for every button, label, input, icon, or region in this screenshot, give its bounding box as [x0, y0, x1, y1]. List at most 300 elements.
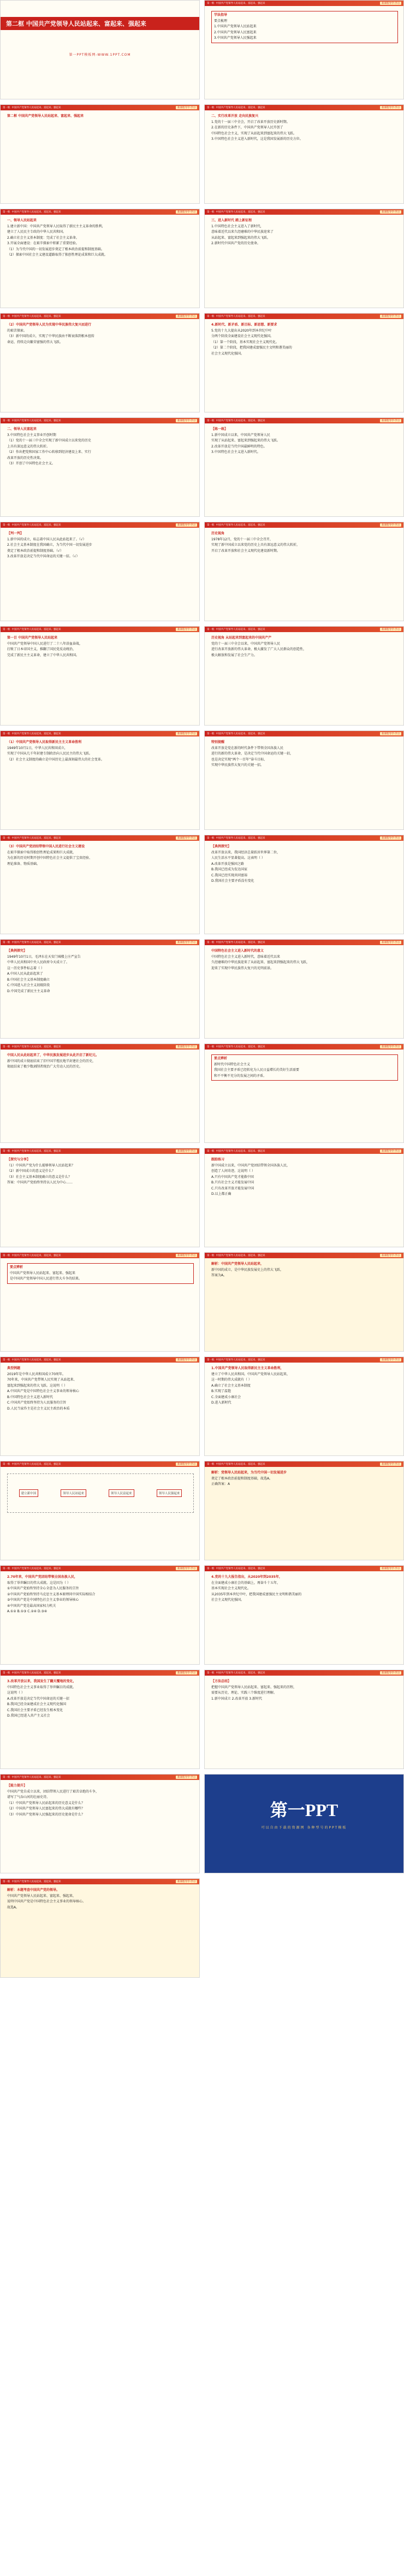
text-line: C.中国共产党始终坚持为人民服务的宗旨 — [7, 1401, 67, 1405]
topbar-tab[interactable]: 中国共产党领导人民站起来、富起来、强起来 — [216, 1046, 265, 1048]
text-line: 我国社会主要矛盾已经转化为人民日益增长的美好生活需要 — [214, 1068, 300, 1072]
cover-chapter-title: 第二框 中国共产党领导人民站起来、富起来、强起来 — [1, 17, 199, 30]
text-line: A.只有中国共产党才能救中国 — [211, 1175, 254, 1179]
slide-body — [205, 1571, 403, 1606]
slide-topbar — [205, 731, 403, 736]
slide-body — [1, 319, 199, 347]
topbar-action-button[interactable]: 新课程导学·学习 — [176, 210, 197, 214]
text-line: （3）新中国的成立，实现了中华民族由不断衰落到根本扭转 — [7, 334, 94, 338]
topbar-action-button[interactable]: 新课程导学·学习 — [176, 1567, 197, 1570]
text-line: 二、领导人民富起来 — [7, 427, 37, 431]
topbar-subject: 第一框 — [207, 1672, 215, 1675]
slide-topbar — [205, 1566, 403, 1571]
topbar-action-button[interactable]: 新课程导学·学习 — [176, 419, 197, 422]
text-line: 从2035年到本世纪中叶，把我国建成富强民主文明和谐美丽的 — [211, 1592, 302, 1596]
text-line: 命运、持续走向繁荣富强的伟大飞跃。 — [7, 340, 63, 344]
slide-body — [1, 1363, 199, 1414]
knowledge-box — [7, 1263, 194, 1284]
text-line: 【探究与分享】 — [7, 1158, 31, 1162]
text-line: （2）新中国成立的意义是什么？ — [7, 1169, 55, 1173]
topbar-action-button[interactable]: 新课程导学·学习 — [380, 315, 401, 318]
text-line: 3.改革开放是决定当代中国命运的关键一招。（√） — [7, 555, 80, 558]
slide-left-7 — [0, 730, 200, 830]
text-line: 要点梳理 — [214, 19, 228, 23]
topbar-tab[interactable]: 中国共产党领导人民站起来、富起来、强起来 — [11, 1150, 61, 1153]
text-line: 意味着近代以来久经磨难的中华民族迎来了 — [211, 230, 274, 234]
text-line: A.中国人民从此站起来了 — [7, 972, 43, 976]
text-line: A.改革开放是强国之路 — [211, 862, 244, 866]
topbar-action-button[interactable]: 新课程导学·学习 — [380, 2, 401, 5]
text-line: 4.新时代、新矛盾、新目标、新思想、新要求 — [211, 323, 277, 327]
slide-left-3 — [0, 313, 200, 412]
slide-left-14 — [0, 1461, 200, 1560]
text-line: C.全面建成小康社会 — [211, 1395, 241, 1399]
text-line: 解析：本题考查中国共产党的领导。 — [7, 1888, 60, 1892]
topbar-action-button[interactable]: 新课程导学·学习 — [380, 1045, 401, 1048]
text-line: （3）开创了中国特色社会主义。 — [7, 462, 55, 465]
text-line: 中华人民共和国中央人民政府今天成立了。 — [7, 960, 70, 964]
topbar-action-button[interactable]: 新课程导学·学习 — [380, 1567, 401, 1570]
text-line: 2019年是中华人民共和国成立70周年。 — [7, 1372, 66, 1376]
topbar-tab[interactable]: 中国共产党领导人民站起来、富起来、强起来 — [11, 837, 61, 840]
text-line: （2）探索中国社会主义建设道路取得了独创性理论成果和巨大成就。 — [7, 253, 108, 257]
text-line: 跟踪练习 — [211, 1158, 225, 1162]
text-line: C.中国进入社会主义初级阶段 — [7, 983, 50, 987]
text-line: D.我国社会主要矛盾没有变化 — [211, 879, 254, 883]
slide-body — [1, 632, 199, 661]
slide-left-2 — [0, 209, 200, 308]
topbar-action-button[interactable]: 新课程导学·学习 — [380, 523, 401, 527]
slide-topbar — [205, 105, 403, 110]
slide-left-17 — [0, 1774, 200, 1873]
slide-right-9 — [204, 835, 404, 934]
text-line: （1）中国共产党领导人民站起来的历史意义是什么？ — [7, 1801, 85, 1805]
text-line: 新中国的成立彻底结束了旧中国半殖民地半封建社会的历史， — [7, 1059, 96, 1063]
slide-right-14 — [204, 1357, 404, 1456]
text-line: 1.新中国成立以来，中国共产党领导人民 — [211, 433, 270, 437]
topbar-tab[interactable]: 中国共产党领导人民站起来、富起来、强起来 — [216, 1359, 265, 1361]
topbar-subject: 第一框 — [3, 1567, 10, 1570]
text-line: 社会主义现代化强国。 — [211, 1598, 245, 1602]
text-line: 故选A。 — [7, 1905, 20, 1909]
slide-right-16 — [204, 1565, 404, 1665]
topbar-action-button[interactable]: 新课程导学·学习 — [380, 106, 401, 109]
text-line: 久经磨难的中华民族迎来了从站起来、富起来到强起来的伟大飞跃， — [211, 960, 310, 964]
slide-left-18 — [0, 1878, 200, 1978]
slide-body — [205, 1467, 403, 1490]
text-line: D.人民当家作主是社会主义民主政治的本质 — [7, 1406, 70, 1411]
text-line: 【典例探究】 — [211, 845, 231, 848]
topbar-tab[interactable]: 中国共产党领导人民站起来、富起来、强起来 — [11, 1359, 61, 1361]
topbar-action-button[interactable]: 新课程导学·学习 — [176, 941, 197, 944]
text-line: 这一时期的伟大成就有（ ） — [211, 1378, 252, 1382]
slide-topbar — [1, 731, 199, 736]
topbar-tab[interactable]: 中国共产党领导人民站起来、富起来、强起来 — [11, 1254, 61, 1257]
topbar-tab[interactable]: 中国共产党领导人民站起来、富起来、强起来 — [216, 733, 265, 735]
text-line: 极大解放和发展了社会生产力。 — [211, 653, 258, 657]
slide-topbar — [1, 1148, 199, 1154]
topbar-action-button[interactable]: 新课程导学·学习 — [176, 1776, 197, 1779]
text-line: 3.中国特色社会主义事业开创时期 — [7, 433, 56, 437]
topbar-tab[interactable]: 中国共产党领导人民站起来、富起来、强起来 — [11, 733, 61, 735]
text-line: 取得了举世瞩目的伟大成就。这是因为（ ） — [7, 1581, 70, 1585]
slide-body — [205, 215, 403, 249]
topbar-tab[interactable]: 中国共产党领导人民站起来、富起来、强起来 — [216, 1567, 265, 1570]
text-line: 【能力提升】 — [7, 1784, 27, 1788]
slide-body — [1, 1780, 199, 1820]
text-line: 70年来，中国共产党带领人民实现了从站起来、 — [7, 1378, 77, 1382]
cover-site-url[interactable]: 第一PPT模板网-WWW.1PPT.COM — [69, 53, 131, 57]
slide-topbar — [205, 940, 403, 945]
topbar-action-button[interactable]: 新课程导学·学习 — [176, 106, 197, 109]
slide-topbar — [205, 1, 403, 6]
topbar-action-button[interactable]: 新课程导学·学习 — [380, 1358, 401, 1361]
topbar-action-button[interactable]: 新课程导学·学习 — [176, 1150, 197, 1153]
text-line: 的艰苦探索。 — [7, 328, 27, 333]
slide-topbar — [1, 835, 199, 841]
topbar-subject: 第一框 — [207, 524, 215, 527]
slide-right-5 — [204, 417, 404, 517]
text-line: 改革开放以来，我国经济总量跃居世界第二位， — [211, 850, 281, 854]
slide-topbar — [1, 522, 199, 528]
topbar-subject: 第一框 — [3, 211, 10, 214]
topbar-subject: 第一框 — [3, 315, 10, 318]
text-line: 要点辨析 — [10, 1265, 23, 1269]
text-line: 2.改革开放是当代中国最鲜明的特色。 — [211, 444, 267, 449]
topbar-subject: 第一框 — [3, 733, 10, 735]
slide-body — [205, 110, 403, 145]
topbar-action-button[interactable]: 新课程导学·学习 — [176, 1254, 197, 1257]
text-line: 说明中国共产党是中国特色社会主义事业的领导核心。 — [7, 1900, 86, 1903]
text-line: 2.社会主义基本制度在我国确立，为当代中国一切发展进步 — [7, 543, 92, 547]
topbar-action-button[interactable]: 新课程导学·学习 — [176, 315, 197, 318]
text-line: 【判一判】 — [7, 532, 24, 535]
slide-right-12 — [204, 1148, 404, 1247]
slide-topbar — [205, 1357, 403, 1363]
topbar-tab[interactable]: 中国共产党领导人民站起来、富起来、强起来 — [216, 628, 265, 631]
topbar-subject: 第一框 — [3, 1776, 10, 1779]
text-line: 实现了从站起来、富起来到强起来的伟大飞跃。 — [211, 439, 281, 443]
topbar-action-button[interactable]: 新课程导学·学习 — [380, 1463, 401, 1466]
text-line: 谱写了气吞山河的壮丽史诗。 — [7, 1795, 50, 1799]
slide-body — [205, 841, 403, 887]
slide-left-15 — [0, 1565, 200, 1665]
topbar-subject: 第一框 — [3, 1150, 10, 1153]
text-line: 答案：中国共产党始终坚持以人民为中心…… — [7, 1181, 73, 1184]
topbar-tab[interactable]: 中国共产党领导人民站起来、富起来、强起来 — [216, 941, 265, 944]
text-line: 分两个阶段全面建设社会主义现代化强国。 — [211, 334, 274, 338]
slide-body — [205, 736, 403, 771]
slide-topbar — [205, 1148, 403, 1154]
topbar-action-button[interactable]: 新课程导学·学习 — [380, 1671, 401, 1675]
text-line: 4.党的十九大报告指出，从2020年到2035年， — [211, 1575, 282, 1579]
text-line: 新时代中国特色社会主义 — [214, 1062, 251, 1066]
slide-right-3 — [204, 209, 404, 308]
text-line: 第一目 中国共产党领导人民站起来 — [7, 636, 58, 640]
topbar-tab[interactable]: 中国共产党领导人民站起来、富起来、强起来 — [216, 315, 265, 318]
slide-topbar — [1, 314, 199, 319]
text-line: 党的十一届三中全会以来，中国共产党领导人民 — [211, 641, 281, 646]
slide-body — [205, 1050, 403, 1084]
topbar-subject: 第一框 — [3, 628, 10, 631]
slide-topbar — [1, 1775, 199, 1780]
text-line: C.我国社会主要矛盾已经发生根本变化 — [7, 1708, 63, 1712]
topbar-action-button[interactable]: 新课程导学·学习 — [380, 732, 401, 735]
text-line: 迎来了实现中华民族伟大复兴的光明前景。 — [211, 966, 274, 970]
text-line: 特别提醒 — [211, 740, 225, 744]
slide-right-18 — [204, 1774, 404, 1873]
text-line: 3.中国特色社会主义进入新时代。 — [211, 450, 260, 454]
topbar-subject: 第一框 — [3, 420, 10, 422]
text-line: 2.新时代中国共产党的历史使命。 — [211, 241, 260, 245]
topbar-subject: 第一框 — [207, 315, 215, 318]
text-line: 奠定了根本政治前提和制度基础，故选A。 — [211, 1476, 273, 1481]
slide-right-7 — [204, 626, 404, 726]
text-line: A.确立了社会主义基本制度 — [211, 1383, 251, 1388]
left-column — [0, 0, 200, 1983]
topbar-action-button[interactable]: 新课程导学·学习 — [176, 1880, 197, 1883]
slide-left-11 — [0, 1148, 200, 1247]
slide-topbar — [205, 1670, 403, 1676]
topbar-action-button[interactable]: 新课程导学·学习 — [176, 732, 197, 735]
slide-topbar — [1, 1357, 199, 1363]
slide-body — [1, 110, 199, 122]
text-line: （2）社会主义制度的确立是中国历史上最深刻最伟大的社会变革。 — [7, 757, 104, 762]
slide-topbar — [1, 1044, 199, 1050]
text-line: （3）社会主义基本制度确立的意义是什么？ — [7, 1175, 72, 1179]
text-line: 进行改革开放新的伟大革命，极大激发了广大人民群众的创造性， — [211, 647, 307, 651]
text-line: 【方法总结】 — [211, 1679, 231, 1683]
slide-left-5 — [0, 522, 200, 621]
topbar-action-button[interactable]: 新课程导学·学习 — [380, 419, 401, 422]
text-line: 中国共产党自成立以来，团结带领人民进行了艰苦卓绝的斗争， — [7, 1789, 99, 1794]
topbar-action-button[interactable]: 新课程导学·学习 — [176, 1671, 197, 1675]
text-line: 为在新的历史时期开创中国特色社会主义提供了宝贵经验、 — [7, 856, 93, 860]
topbar-action-button[interactable]: 新课程导学·学习 — [380, 1150, 401, 1153]
text-line: 把握中国共产党领导人民站起来、富起来、强起来的历程， — [211, 1685, 297, 1689]
text-line: 新中国的成立，是中华民族发展史上的伟大飞跃， — [211, 1268, 284, 1272]
topbar-action-button[interactable]: 新课程导学·学习 — [176, 1045, 197, 1048]
slide-left-13 — [0, 1357, 200, 1456]
topbar-action-button[interactable]: 新课程导学·学习 — [380, 210, 401, 214]
text-line: 实现中华民族伟大复兴的关键一招。 — [211, 763, 264, 767]
text-line: 1.中国特色社会主义进入了新时代， — [211, 224, 264, 228]
text-line: 2.70年来，中国共产党团结带领全国各族人民， — [7, 1575, 78, 1579]
text-line: 改革开放是党在新的时代条件下带领全国各族人民 — [211, 746, 284, 750]
slide-body — [1, 841, 199, 869]
topbar-action-button[interactable]: 新课程导学·学习 — [176, 523, 197, 527]
topbar-subject: 第一框 — [207, 837, 215, 840]
slide-body — [205, 632, 403, 661]
topbar-subject: 第一框 — [207, 1567, 215, 1570]
slide-body — [1, 945, 199, 997]
topbar-subject: 第一框 — [3, 837, 10, 840]
slide-topbar — [1, 1461, 199, 1467]
topbar-tab[interactable]: 中国共产党领导人民站起来、富起来、强起来 — [11, 315, 61, 318]
topbar-action-button[interactable]: 新课程导学·学习 — [380, 836, 401, 840]
slide-topbar — [1, 1670, 199, 1676]
topbar-subject: 第一框 — [207, 107, 215, 109]
text-line: 一、领导人民站起来 — [7, 219, 37, 222]
text-line: 建立了中华人民共和国。中国共产党领导人民站起来， — [211, 1372, 290, 1376]
topbar-tab[interactable]: 中国共产党领导人民站起来、富起来、强起来 — [216, 524, 265, 527]
topbar-action-button[interactable]: 新课程导学·学习 — [176, 1463, 197, 1466]
text-line: 奠定了根本政治前提和制度基础。（√） — [7, 549, 63, 553]
text-line: 实现了中国从几千年封建专制政治向人民民主的伟大飞跃。 — [7, 752, 93, 756]
topbar-action-button[interactable]: 新课程导学·学习 — [380, 1254, 401, 1257]
text-line: 中国特色社会主义进入新时代的意义 — [211, 949, 264, 953]
topbar-tab[interactable]: 中国共产党领导人民站起来、富起来、强起来 — [216, 837, 265, 840]
topbar-tab[interactable]: 中国共产党领导人民站起来、富起来、强起来 — [11, 107, 61, 109]
text-line: B.只有社会主义才能发展中国 — [211, 1181, 254, 1184]
topbar-action-button[interactable]: 新课程导学·学习 — [380, 941, 401, 944]
slide-topbar — [1, 418, 199, 423]
slide-body — [1, 423, 199, 469]
slide-body — [1, 736, 199, 765]
topbar-tab[interactable]: 中国共产党领导人民站起来、富起来、强起来 — [11, 420, 61, 422]
topbar-subject: 第一框 — [207, 733, 215, 735]
text-line: 从站起来、富起来到强起来的伟大飞跃。 — [211, 235, 271, 240]
text-line: D.进入新时代 — [211, 1401, 231, 1405]
topbar-tab[interactable]: 中国共产党领导人民站起来、富起来、强起来 — [216, 1254, 265, 1257]
topbar-tab[interactable]: 中国共产党领导人民站起来、富起来、强起来 — [216, 2, 265, 5]
text-line: B.中国特色社会主义进入新时代 — [7, 1395, 54, 1399]
topbar-subject: 第一框 — [3, 1463, 10, 1466]
topbar-subject: 第一框 — [3, 1672, 10, 1675]
slide-topbar — [205, 522, 403, 528]
topbar-tab[interactable]: 中国共产党领导人民站起来、富起来、强起来 — [216, 107, 265, 109]
text-line: 也是决定实现“两个一百年”奋斗目标、 — [211, 757, 268, 762]
text-line: （2）中国共产党领导人民富起来的伟大成就有哪些？ — [7, 1807, 85, 1811]
text-line: 1.中国共产党领导人民站起来 — [214, 25, 257, 28]
slide-topbar — [1, 209, 199, 215]
text-line: 2.确立社会主义基本制度：完成了社会主义革命。 — [7, 235, 79, 240]
text-line: （1）党的十一届三中全会实现了新中国成立以来党的历史 — [7, 439, 91, 443]
topbar-tab[interactable]: 中国共产党领导人民站起来、富起来、强起来 — [11, 1881, 61, 1883]
brand-logo-subtitle: 可以自由下载的资源网 各种型号的PPT模板 — [261, 1826, 347, 1830]
text-line: 彻底结束了极少数剥削者统治广大劳动人民的历史。 — [7, 1065, 83, 1069]
slide-right-10 — [204, 939, 404, 1039]
text-line: 3.改革开放以来，我国发生了翻天覆地的变化， — [7, 1679, 76, 1683]
text-line: 需要从历史、理论、实践三个维度进行理解。 — [211, 1691, 277, 1695]
topbar-tab[interactable]: 中国共产党领导人民站起来、富起来、强起来 — [216, 1463, 265, 1466]
slide-left-4 — [0, 417, 200, 517]
text-line: （1）中国共产党领导人民取得新民主主义革命胜利 — [7, 740, 82, 744]
slide-right-13 — [204, 1252, 404, 1352]
topbar-tab[interactable]: 中国共产党领导人民站起来、富起来、强起来 — [216, 1150, 265, 1153]
topbar-action-button[interactable]: 新课程导学·学习 — [176, 628, 197, 631]
text-line: 典型例题 — [7, 1366, 21, 1370]
text-line: 在全面建成小康社会的基础上，再奋斗十五年， — [211, 1581, 281, 1585]
slide-body — [1, 1050, 199, 1072]
text-line: 正确答案：A — [211, 1482, 230, 1486]
text-line: D.我国已经进入共产主义社会 — [7, 1714, 50, 1718]
topbar-tab[interactable]: 中国共产党领导人民站起来、富起来、强起来 — [11, 1776, 61, 1779]
topbar-subject: 第一框 — [3, 1254, 10, 1257]
text-line: B.中国社会主义基本制度确立 — [7, 977, 50, 982]
text-line: 中国特色社会主义事业取得了举世瞩目的成就。 — [7, 1685, 76, 1689]
topbar-tab[interactable]: 中国共产党领导人民站起来、富起来、强起来 — [11, 1463, 61, 1466]
text-line: D.中国完成了新民主主义革命 — [7, 989, 50, 993]
text-line: （3）中国共产党领导人民强起来的历史使命是什么？ — [7, 1812, 85, 1817]
topbar-subject: 第一框 — [207, 420, 215, 422]
slide-left-12 — [0, 1252, 200, 1352]
text-line: 基本实现社会主义现代化。 — [211, 1587, 251, 1590]
topbar-action-button[interactable]: 新课程导学·学习 — [380, 628, 401, 631]
text-line: 中国共产党领导中国人民进行了二十八年浴血奋战， — [7, 641, 83, 646]
text-line: （2）中国共产党领导人民为实现中华民族伟大复兴而进行 — [7, 323, 92, 327]
topbar-subject: 第一框 — [207, 1359, 215, 1361]
topbar-tab[interactable]: 中国共产党领导人民站起来、富起来、强起来 — [11, 1672, 61, 1675]
topbar-tab[interactable]: 中国共产党领导人民站起来、富起来、强起来 — [11, 941, 61, 944]
text-line: ③中国共产党是中国特色社会主义事业的领导核心 — [7, 1598, 79, 1602]
topbar-tab[interactable]: 中国共产党领导人民站起来、富起来、强起来 — [11, 524, 61, 527]
concept-map-node: 领导人民强起来 — [157, 1489, 182, 1497]
topbar-action-button[interactable]: 新课程导学·学习 — [176, 836, 197, 840]
slide-topbar — [205, 418, 403, 423]
topbar-subject: 第一框 — [207, 1150, 215, 1153]
topbar-subject: 第一框 — [3, 1881, 10, 1883]
slide-right-17 — [204, 1670, 404, 1769]
topbar-subject: 第一框 — [207, 1254, 215, 1257]
slide-right-15 — [204, 1461, 404, 1560]
text-line: 上具有深远意义的伟大转折。 — [7, 444, 50, 449]
text-line: 三、进入新时代 踏上新征程 — [211, 219, 252, 222]
text-line: 中国人民从此站起来了，中华民族发展进步从此开启了新纪元。 — [7, 1053, 99, 1057]
text-line: 第二框 中国共产党领导人民站起来、富起来、强起来 — [7, 114, 84, 118]
topbar-subject: 第一框 — [207, 628, 215, 631]
slide-body — [205, 1363, 403, 1408]
topbar-tab[interactable]: 中国共产党领导人民站起来、富起来、强起来 — [11, 1567, 61, 1570]
text-line: 1949年10月1日，中华人民共和国成立， — [7, 746, 68, 750]
topbar-tab[interactable]: 中国共产党领导人民站起来、富起来、强起来 — [11, 211, 61, 214]
topbar-tab[interactable]: 中国共产党领导人民站起来、富起来、强起来 — [216, 1672, 265, 1675]
cover-slide — [0, 0, 200, 99]
topbar-tab[interactable]: 中国共产党领导人民站起来、富起来、强起来 — [216, 420, 265, 422]
topbar-subject: 第一框 — [207, 2, 215, 5]
text-line: 1.新中国成立 2.改革开放 3.新时代 — [211, 1696, 262, 1701]
topbar-tab[interactable]: 中国共产党领导人民站起来、富起来、强起来 — [11, 1046, 61, 1048]
slide-right-4 — [204, 313, 404, 412]
text-line: 开启了改革开放和社会主义现代化建设新时期。 — [211, 549, 281, 553]
topbar-tab[interactable]: 中国共产党领导人民站起来、富起来、强起来 — [11, 628, 61, 631]
topbar-tab[interactable]: 中国共产党领导人民站起来、富起来、强起来 — [216, 211, 265, 214]
topbar-subject: 第一框 — [3, 107, 10, 109]
right-column — [204, 0, 404, 1878]
text-line: 1.党的十一届三中全会，开启了改革开放历史新时期。 — [211, 120, 290, 124]
topbar-subject: 第一框 — [207, 1463, 215, 1466]
slide-right-2 — [204, 104, 404, 204]
topbar-subject: 第一框 — [3, 1359, 10, 1361]
slide-body — [1, 1571, 199, 1617]
text-line: 实现了新中国成立以来党的历史上具有深远意义的伟大转折， — [211, 543, 300, 547]
slide-right-6 — [204, 522, 404, 621]
text-line: （1）第一个阶段，基本实现社会主义现代化。 — [211, 340, 279, 344]
text-line: 富起来到强起来的伟大飞跃。这说明（ ） — [7, 1383, 67, 1388]
text-line: B.我国已经成为发达国家 — [211, 868, 248, 871]
topbar-action-button[interactable]: 新课程导学·学习 — [176, 1358, 197, 1361]
text-line: 历史视角 — [211, 532, 225, 535]
text-line: 这一历史事件标志着（ ） — [7, 966, 44, 970]
slide-body — [205, 1154, 403, 1200]
text-line: 打败了日本帝国主义，推翻了国民党反动统治， — [7, 647, 76, 651]
slide-left-10 — [0, 1044, 200, 1143]
text-line: （3）中国共产党团结带领中国人民进行社会主义建设 — [7, 845, 85, 848]
text-line: 是中国共产党领导中国人民进行伟大斗争的结果。 — [10, 1277, 82, 1281]
text-line: C.只有改革开放才能发展中国 — [211, 1186, 254, 1190]
slide-body — [1, 1467, 199, 1515]
text-line: 创造了人间奇迹。这说明（ ） — [211, 1169, 255, 1173]
